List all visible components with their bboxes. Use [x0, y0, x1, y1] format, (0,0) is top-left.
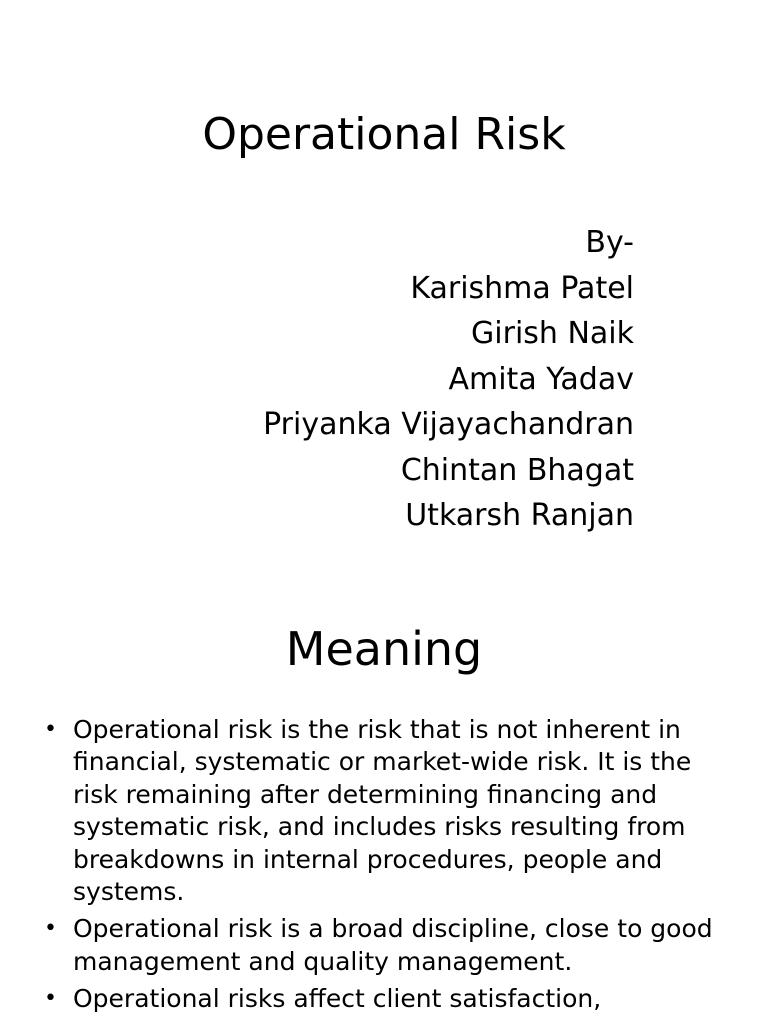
list-item [40, 714, 730, 908]
bullet-text: Operational risk is the risk that is not inherent in financial, systematic or market-wide risk. It is the risk remaining after determining financing and systematic risk, and includes risks resulting from breakdowns in internal procedures, people and systems. [73, 715, 692, 907]
author-line: Karishma Patel [410, 270, 634, 306]
author-list [263, 220, 634, 539]
list-item [40, 913, 730, 978]
bullet-list [40, 714, 730, 1021]
author-line: Priyanka Vijayachandran [263, 407, 634, 442]
bullet-text: Operational risk is a broad discipline, close to good management and quality management. [73, 914, 713, 976]
slide-title: Meaning [285, 622, 483, 676]
author-line: By- [585, 225, 634, 260]
list-item [40, 983, 730, 1015]
author-line: Chintan Bhagat [400, 452, 634, 488]
author-line: Amita Yadav [448, 361, 634, 397]
bullet-text: Operational risks affect client satisfaction, [73, 984, 602, 1014]
bullet-icon: • [44, 717, 57, 742]
bullet-icon: • [44, 986, 57, 1012]
author-line: Utkarsh Ranjan [405, 498, 634, 533]
meaning-slide [0, 576, 768, 1024]
bullet-icon: • [44, 916, 57, 942]
author-line: Girish Naik [471, 316, 634, 351]
slide-title: Operational Risk [202, 109, 566, 160]
